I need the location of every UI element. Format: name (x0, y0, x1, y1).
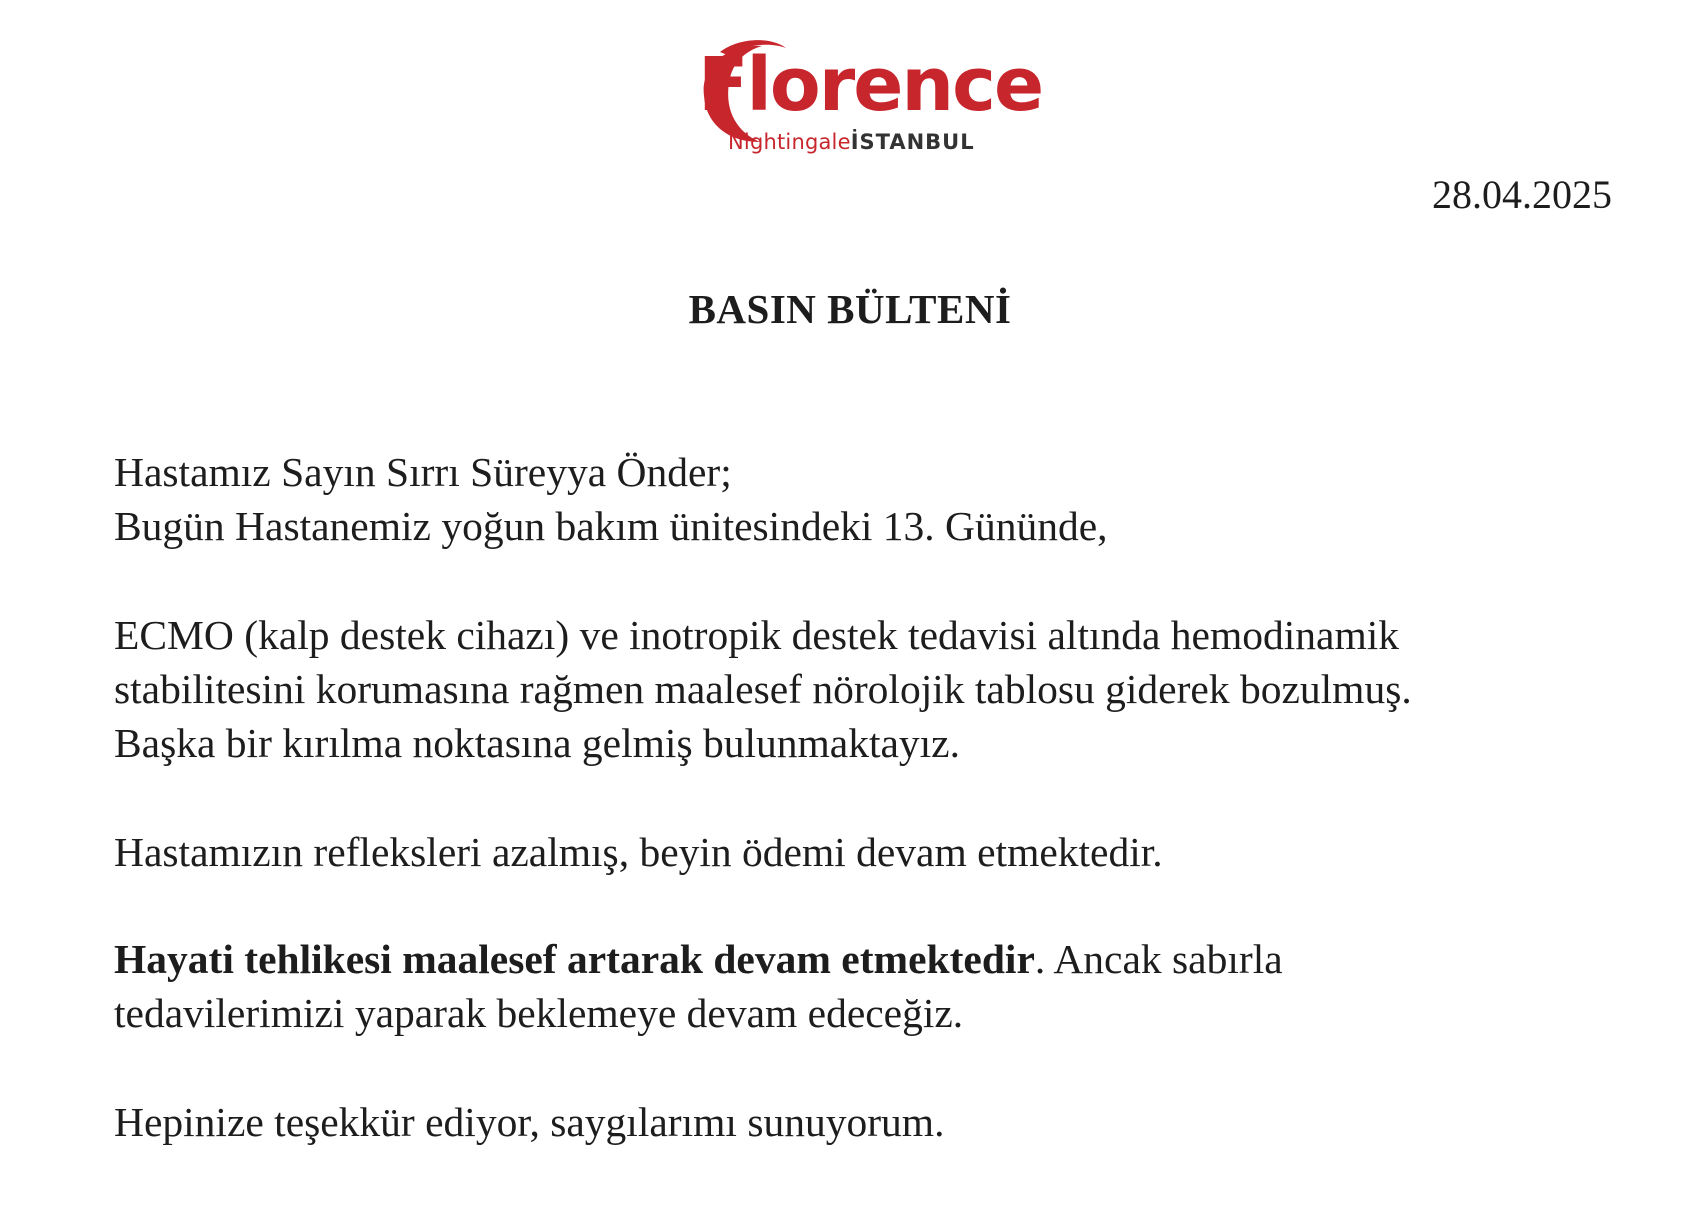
logo-wordmark: Florence (698, 42, 1043, 128)
ecmo-line-3: Başka bir kırılma noktasına gelmiş bulunmaktayız. (114, 720, 960, 766)
thanks-line: Hepinize teşekkür ediyor, saygılarımı sunuyorum. (114, 1099, 945, 1145)
florence-nightingale-logo (690, 34, 1050, 164)
life-threat-paragraph (114, 932, 1634, 1040)
intro-line-1: Hastamız Sayın Sırrı Süreyya Önder; (114, 449, 732, 495)
ecmo-paragraph (114, 608, 1634, 770)
reflexes-paragraph (114, 825, 1634, 879)
life-threat-line-2: tedavilerimizi yaparak beklemeye devam edeceğiz. (114, 990, 964, 1036)
life-threat-bold-text: Hayati tehlikesi maalesef artarak devam etmektedir (114, 936, 1035, 982)
document-date: 28.04.2025 (1432, 172, 1612, 217)
intro-paragraph (114, 445, 1634, 553)
thanks-paragraph (114, 1095, 1634, 1149)
life-threat-line-1 (114, 932, 1634, 986)
logo-subtitle (728, 132, 975, 153)
reflexes-line: Hastamızın refleksleri azalmış, beyin ödemi devam etmektedir. (114, 829, 1163, 875)
logo-subtitle-city: İSTANBUL (850, 130, 975, 154)
intro-line-2: Bugün Hastanemiz yoğun bakım ünitesindeki 13. Gününde, (114, 503, 1108, 549)
ecmo-line-2: stabilitesini korumasına rağmen maalesef nörolojik tablosu giderek bozulmuş. (114, 666, 1412, 712)
document-title: BASIN BÜLTENİ (688, 286, 1012, 332)
ecmo-line-1: ECMO (kalp destek cihazı) ve inotropik destek tedavisi altında hemodinamik (114, 612, 1400, 658)
logo-subtitle-prefix: Nightingale (728, 130, 851, 154)
life-threat-rest-text: . Ancak sabırla (1034, 936, 1283, 982)
